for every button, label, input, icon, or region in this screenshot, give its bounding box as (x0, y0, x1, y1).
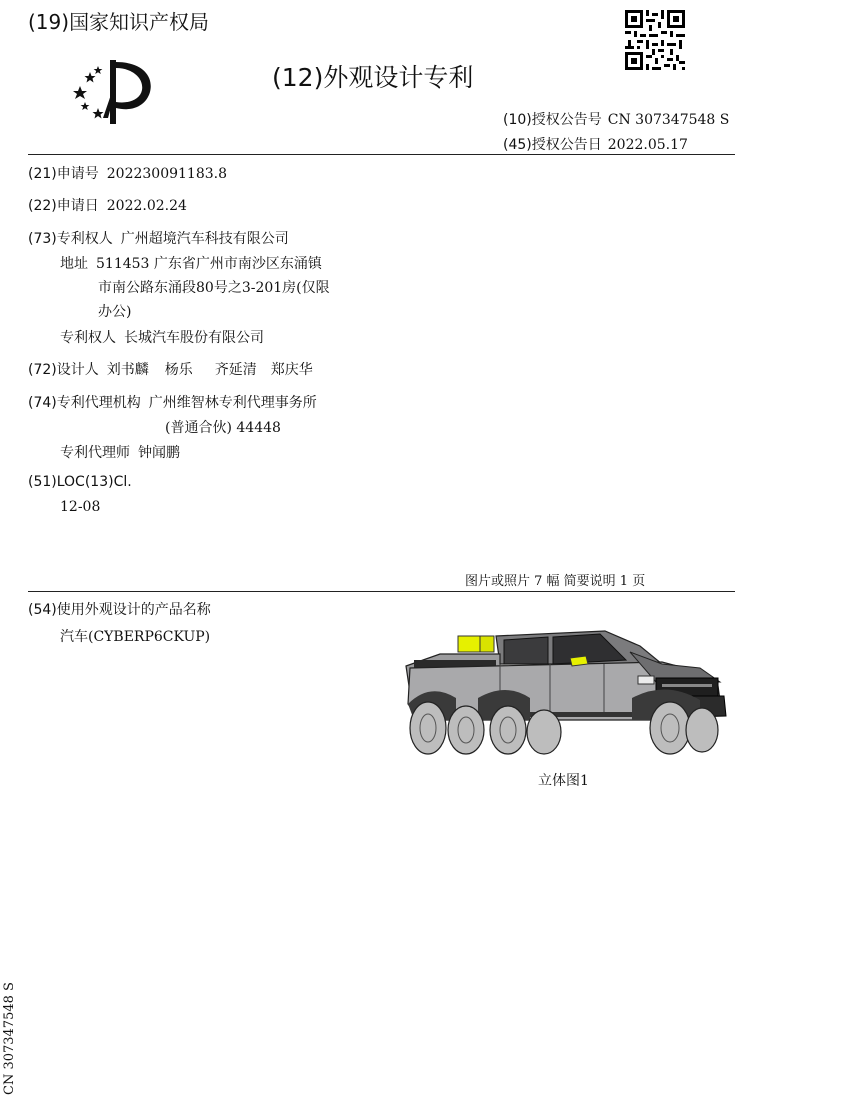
grant-number-label: (10)授权公告号 (503, 112, 602, 128)
office-name: 国家知识产权局 (69, 10, 210, 34)
designers-label: (72)设计人 (28, 362, 99, 378)
designers-row (28, 359, 313, 379)
figure-caption: 立体图1 (538, 773, 589, 789)
grant-date-label: (45)授权公告日 (503, 137, 602, 153)
application-number-label: (21)申请号 (28, 166, 99, 182)
address-row (60, 253, 322, 273)
agent-row (60, 442, 180, 462)
grant-date-value: 2022.05.17 (607, 137, 688, 153)
patentee-row (28, 228, 289, 248)
designer-name: 郑庆华 (270, 362, 313, 378)
address-line-3: 办公) (98, 304, 132, 320)
agency-label: (74)专利代理机构 (28, 395, 141, 411)
patentee-2-name: 长城汽车股份有限公司 (124, 330, 264, 346)
qr-code-icon (625, 10, 685, 70)
doc-type-code: (12) (272, 63, 324, 92)
application-number-value: 202230091183.8 (106, 166, 227, 182)
designer-name: 杨乐 (164, 362, 193, 378)
address-line-2: 市南公路东涌段80号之3-201房(仅限 (98, 280, 330, 296)
application-number-row (28, 163, 227, 183)
patentee-2-label: 专利权人 (60, 330, 116, 346)
grant-number-value: CN 307347548 S (607, 112, 730, 128)
office-header (28, 6, 209, 35)
classification-label: (51)LOC(13)Cl. (28, 474, 132, 490)
address-line-1: 511453 广东省广州市南沙区东涌镇 (96, 256, 322, 272)
patentee-2-row (60, 327, 264, 347)
agency-name-line-2: (普通合伙) 44448 (165, 420, 281, 436)
patentee-name: 广州超境汽车科技有限公司 (120, 231, 289, 247)
pages-summary: 图片或照片 7 幅 简要说明 1 页 (465, 574, 646, 589)
agency-row (28, 392, 317, 412)
grant-number-row (503, 109, 729, 129)
grant-date-row (503, 134, 688, 154)
patentee-label: (73)专利权人 (28, 231, 113, 247)
agency-name-line-1: 广州维智林专利代理事务所 (148, 395, 317, 411)
cnipa-logo-icon (70, 58, 156, 126)
product-name: 汽车(CYBERP6CKUP) (60, 629, 211, 645)
address-label: 地址 (60, 256, 88, 272)
application-date-value: 2022.02.24 (106, 198, 187, 214)
designer-name: 刘书麟 (106, 362, 149, 378)
office-code: (19) (28, 10, 70, 34)
product-divider (28, 591, 735, 592)
header-divider (28, 154, 735, 155)
agent-label: 专利代理师 (60, 445, 130, 461)
doc-type: 外观设计专利 (323, 63, 474, 92)
classification-value: 12-08 (60, 499, 101, 515)
document-type-title (272, 58, 473, 94)
application-date-label: (22)申请日 (28, 198, 99, 214)
application-date-row (28, 195, 187, 215)
side-publication-number: CN 307347548 S (2, 982, 17, 1095)
product-name-label: (54)使用外观设计的产品名称 (28, 602, 211, 618)
designer-name: 齐延清 (214, 362, 257, 378)
agent-name: 钟闻鹏 (138, 445, 180, 461)
pickup-truck-figure (400, 624, 732, 756)
